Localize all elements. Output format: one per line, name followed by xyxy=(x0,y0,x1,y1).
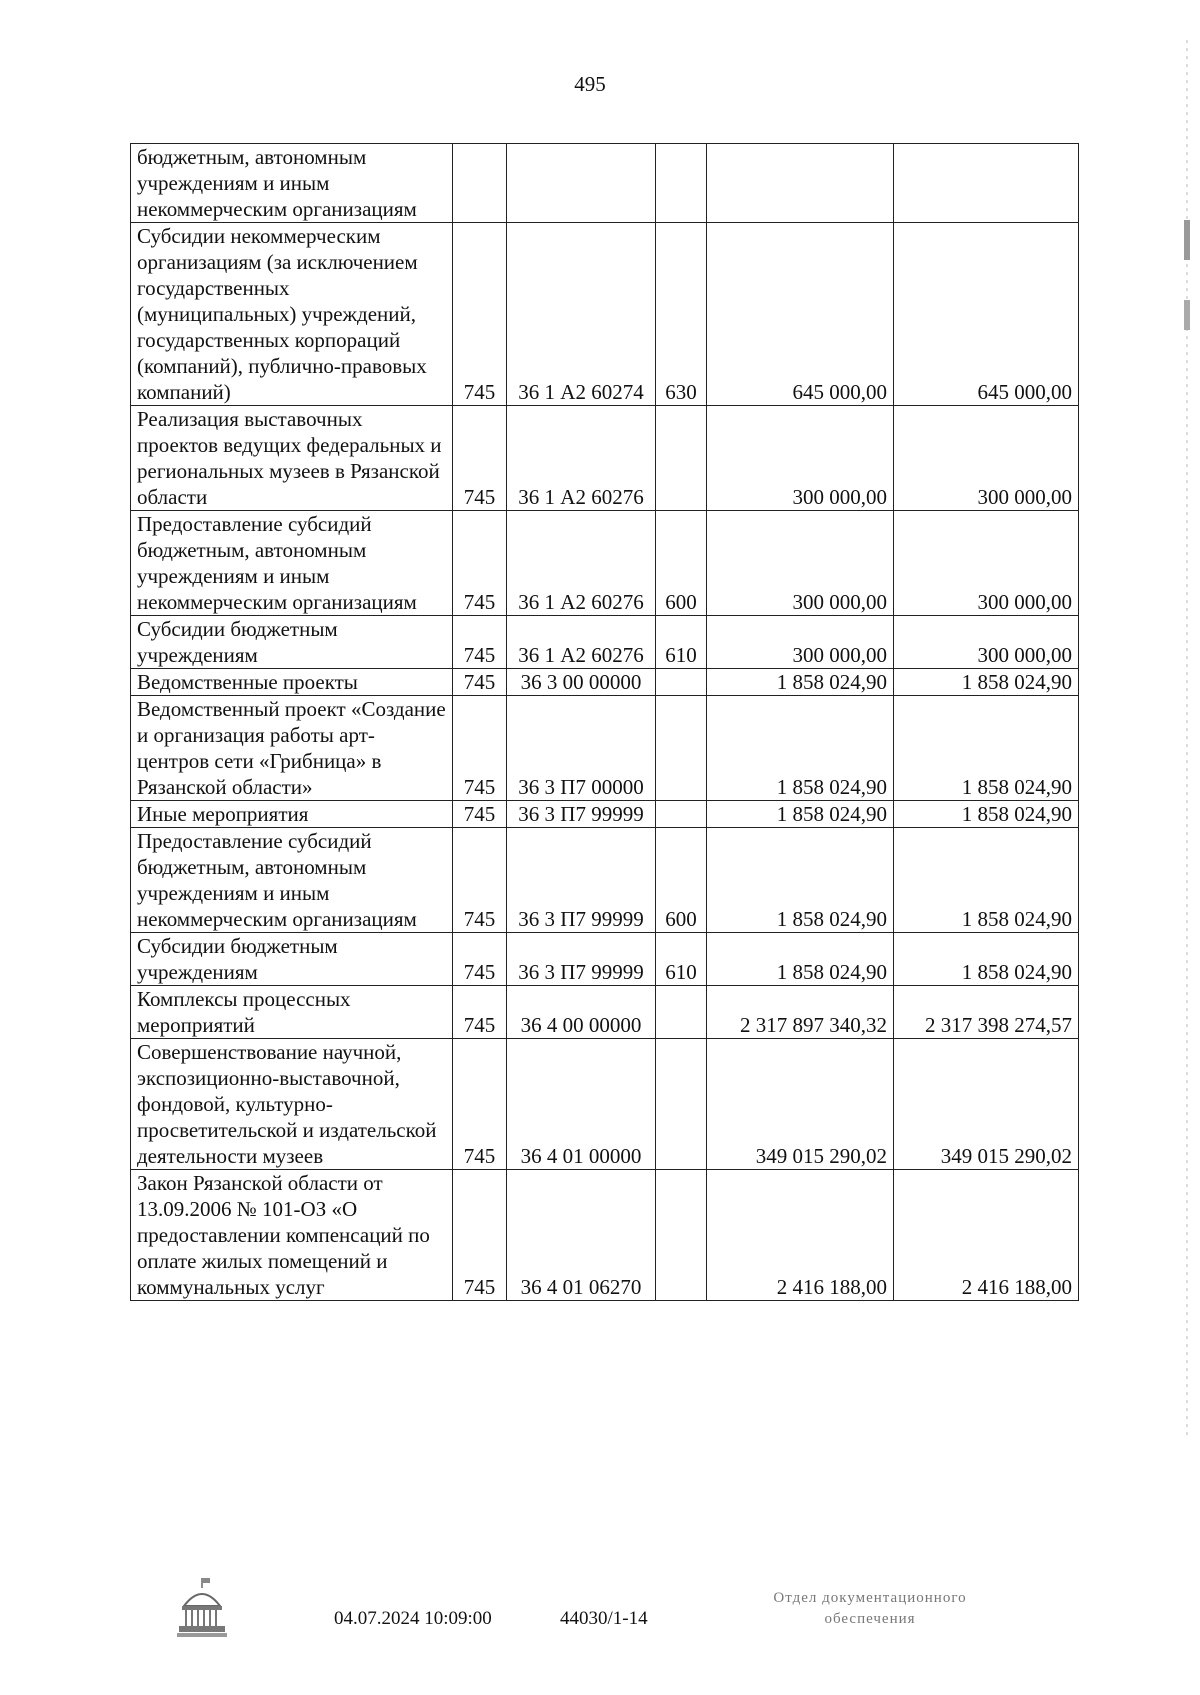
stamp-line-1: Отдел документационного xyxy=(773,1590,967,1606)
cell-ved: 745 xyxy=(453,1039,507,1170)
cell-ved: 745 xyxy=(453,616,507,669)
table-row xyxy=(131,1039,1079,1170)
cell-sum2: 1 858 024,90 xyxy=(894,669,1079,696)
cell-name: Комплексы процессных мероприятий xyxy=(131,986,453,1039)
cell-vr xyxy=(656,986,707,1039)
cell-csr: 36 1 А2 60276 xyxy=(507,511,656,616)
cell-sum1: 645 000,00 xyxy=(707,223,894,406)
cell-vr xyxy=(656,1170,707,1301)
cell-ved: 745 xyxy=(453,511,507,616)
cell-name: Ведомственный проект «Создание и организация работы арт-центров сети «Грибница» в Рязанской области» xyxy=(131,696,453,801)
cell-name: Предоставление субсидий бюджетным, автономным учреждениям и иным некоммерческим организациям xyxy=(131,828,453,933)
cell-sum2 xyxy=(894,144,1079,223)
cell-name: Совершенствование научной, экспозиционно-выставочной, фондовой, культурно-просветительской и издательской деятельности музеев xyxy=(131,1039,453,1170)
cell-sum1: 1 858 024,90 xyxy=(707,828,894,933)
cell-sum2: 1 858 024,90 xyxy=(894,933,1079,986)
cell-csr: 36 3 П7 99999 xyxy=(507,828,656,933)
cell-ved: 745 xyxy=(453,933,507,986)
cell-vr xyxy=(656,696,707,801)
cell-csr: 36 3 П7 99999 xyxy=(507,801,656,828)
cell-sum2: 2 416 188,00 xyxy=(894,1170,1079,1301)
cell-sum1: 2 416 188,00 xyxy=(707,1170,894,1301)
scan-edge-mark xyxy=(1184,40,1190,1440)
table-row xyxy=(131,828,1079,933)
table-row xyxy=(131,933,1079,986)
cell-sum1: 1 858 024,90 xyxy=(707,933,894,986)
cell-name: Предоставление субсидий бюджетным, автономным учреждениям и иным некоммерческим организациям xyxy=(131,511,453,616)
cell-sum1: 1 858 024,90 xyxy=(707,696,894,801)
cell-sum1: 1 858 024,90 xyxy=(707,669,894,696)
cell-sum1: 1 858 024,90 xyxy=(707,801,894,828)
table-row xyxy=(131,669,1079,696)
cell-vr xyxy=(656,1039,707,1170)
cell-sum2: 1 858 024,90 xyxy=(894,696,1079,801)
cell-sum2: 349 015 290,02 xyxy=(894,1039,1079,1170)
cell-vr: 630 xyxy=(656,223,707,406)
cell-name: Субсидии бюджетным учреждениям xyxy=(131,933,453,986)
page-number: 495 xyxy=(574,72,606,96)
cell-csr: 36 3 П7 99999 xyxy=(507,933,656,986)
cell-vr xyxy=(656,801,707,828)
cell-ved: 745 xyxy=(453,986,507,1039)
table-row xyxy=(131,986,1079,1039)
cell-name: Субсидии бюджетным учреждениям xyxy=(131,616,453,669)
cell-sum2: 1 858 024,90 xyxy=(894,801,1079,828)
cell-csr: 36 3 П7 00000 xyxy=(507,696,656,801)
cell-csr: 36 1 А2 60274 xyxy=(507,223,656,406)
duma-building-logo-icon xyxy=(176,1576,228,1640)
cell-csr: 36 1 А2 60276 xyxy=(507,406,656,511)
cell-vr: 600 xyxy=(656,828,707,933)
cell-sum2: 645 000,00 xyxy=(894,223,1079,406)
cell-name: Закон Рязанской области от 13.09.2006 № 101-ОЗ «О предоставлении компенсаций по оплате жилых помещений и коммунальных услуг xyxy=(131,1170,453,1301)
footer-datetime: 04.07.2024 10:09:00 xyxy=(334,1608,492,1629)
table-row xyxy=(131,144,1079,223)
budget-table xyxy=(130,143,1079,1301)
table-row xyxy=(131,406,1079,511)
cell-name: бюджетным, автономным учреждениям и иным некоммерческим организациям xyxy=(131,144,453,223)
cell-ved: 745 xyxy=(453,669,507,696)
cell-ved: 745 xyxy=(453,828,507,933)
cell-vr xyxy=(656,669,707,696)
table-row xyxy=(131,511,1079,616)
table-row xyxy=(131,223,1079,406)
cell-csr: 36 4 01 06270 xyxy=(507,1170,656,1301)
cell-name: Реализация выставочных проектов ведущих федеральных и региональных музеев в Рязанской области xyxy=(131,406,453,511)
cell-sum2: 300 000,00 xyxy=(894,406,1079,511)
cell-name: Ведомственные проекты xyxy=(131,669,453,696)
cell-sum1: 2 317 897 340,32 xyxy=(707,986,894,1039)
cell-ved: 745 xyxy=(453,696,507,801)
cell-vr xyxy=(656,144,707,223)
cell-csr: 36 4 01 00000 xyxy=(507,1039,656,1170)
cell-ved xyxy=(453,144,507,223)
cell-sum1: 300 000,00 xyxy=(707,616,894,669)
cell-ved: 745 xyxy=(453,801,507,828)
cell-vr xyxy=(656,406,707,511)
cell-sum1: 349 015 290,02 xyxy=(707,1039,894,1170)
cell-vr: 600 xyxy=(656,511,707,616)
cell-ved: 745 xyxy=(453,406,507,511)
table-row xyxy=(131,1170,1079,1301)
cell-sum2: 2 317 398 274,57 xyxy=(894,986,1079,1039)
table-row xyxy=(131,616,1079,669)
cell-name: Иные мероприятия xyxy=(131,801,453,828)
footer-doc-number: 44030/1-14 xyxy=(560,1608,648,1629)
table-row xyxy=(131,696,1079,801)
cell-sum2: 1 858 024,90 xyxy=(894,828,1079,933)
cell-sum2: 300 000,00 xyxy=(894,616,1079,669)
cell-vr: 610 xyxy=(656,616,707,669)
cell-vr: 610 xyxy=(656,933,707,986)
cell-csr: 36 1 А2 60276 xyxy=(507,616,656,669)
cell-sum1: 300 000,00 xyxy=(707,511,894,616)
cell-ved: 745 xyxy=(453,223,507,406)
department-stamp xyxy=(740,1588,1000,1630)
cell-csr: 36 3 00 00000 xyxy=(507,669,656,696)
table-row xyxy=(131,801,1079,828)
cell-ved: 745 xyxy=(453,1170,507,1301)
cell-sum1: 300 000,00 xyxy=(707,406,894,511)
cell-csr: 36 4 00 00000 xyxy=(507,986,656,1039)
cell-name: Субсидии некоммерческим организациям (за исключением государственных (муниципальных) учреждений, государственных корпораций (компаний), публично-правовых компаний) xyxy=(131,223,453,406)
cell-sum1 xyxy=(707,144,894,223)
cell-csr xyxy=(507,144,656,223)
cell-sum2: 300 000,00 xyxy=(894,511,1079,616)
stamp-line-2: обеспечения xyxy=(824,1611,916,1627)
